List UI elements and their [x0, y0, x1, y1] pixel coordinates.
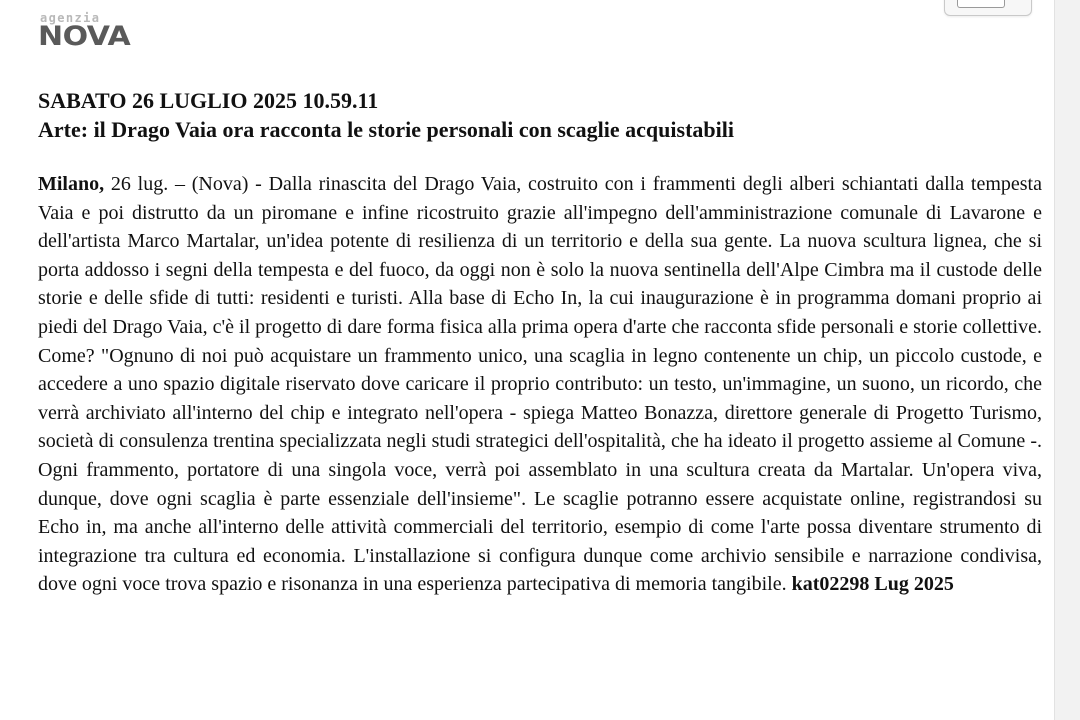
article-footer-code: kat02298 Lug 2025 — [791, 573, 954, 596]
window-control[interactable] — [944, 0, 1032, 16]
article-body — [38, 170, 1042, 599]
tray-icon — [957, 0, 1005, 8]
scrollbar-track[interactable] — [1054, 0, 1080, 720]
agenzia-nova-logo — [38, 8, 168, 58]
logo-agenzia-text: agenzia — [40, 11, 101, 25]
article-text: 26 lug. – (Nova) - Dalla rinascita del Drago Vaia, costruito con i frammenti degli alberi schiantati dalla tempesta Vaia e poi distrutto da un piromane e infine ricostruito grazie all'impegno dell'amministrazione comunale di Lavarone e dell'artista Marco Martalar, un'idea potente di resilienza di un territorio e della sua gente. La nuova scultura lignea, che si porta addosso i segni della tempesta e del fuoco, da oggi non è solo la nuova sentinella dell'Alpe Cimbra ma il custode delle storie e delle sfide di tutti: residenti e turisti. Alla base di Echo In, la cui inaugurazione è in programma domani proprio ai piedi del Drago Vaia, c'è il progetto di dare forma fisica alla prima opera d'arte che racconta sfide personali e storie collettive. Come? "Ognuno di noi può acquistare un frammento unico, una scaglia in legno contenente un chip, un piccolo custode, e accedere a uno spazio digitale riservato dove caricare il proprio contributo: un testo, un'immagine, un suono, un ricordo, che verrà archiviato all'interno del chip e integrato nell'opera - spiega Matteo Bonazza, direttore generale di Progetto Turismo, società di consulenza trentina specializzata negli studi strategici dell'ospitalità, che ha ideato il progetto assieme al Comune -. Ogni frammento, portatore di una singola voce, verrà poi assemblato in una scultura creata da Martalar. Un'opera viva, dunque, dove ogni scaglia è parte essenziale dell'insieme". Le scaglie potranno essere acquistate online, registrandosi su Echo in, ma anche all'interno delle attività commerciali del territorio, esempio di come l'arte possa diventare strumento di integrazione tra cultura ed economia. L'installazione si configura dunque come archivio sensibile e narrazione condivisa, dove ogni voce trova spazio e risonanza in una esperienza partecipativa di memoria tangibile. — [38, 173, 1042, 596]
article-title: Arte: il Drago Vaia ora racconta le storie personali con scaglie acquistabili — [38, 117, 734, 142]
article-header — [38, 86, 1038, 144]
logo-nova-text: NOVA — [38, 21, 131, 52]
article-datetime: SABATO 26 LUGLIO 2025 10.59.11 — [38, 88, 379, 113]
article-location: Milano, — [38, 173, 105, 195]
